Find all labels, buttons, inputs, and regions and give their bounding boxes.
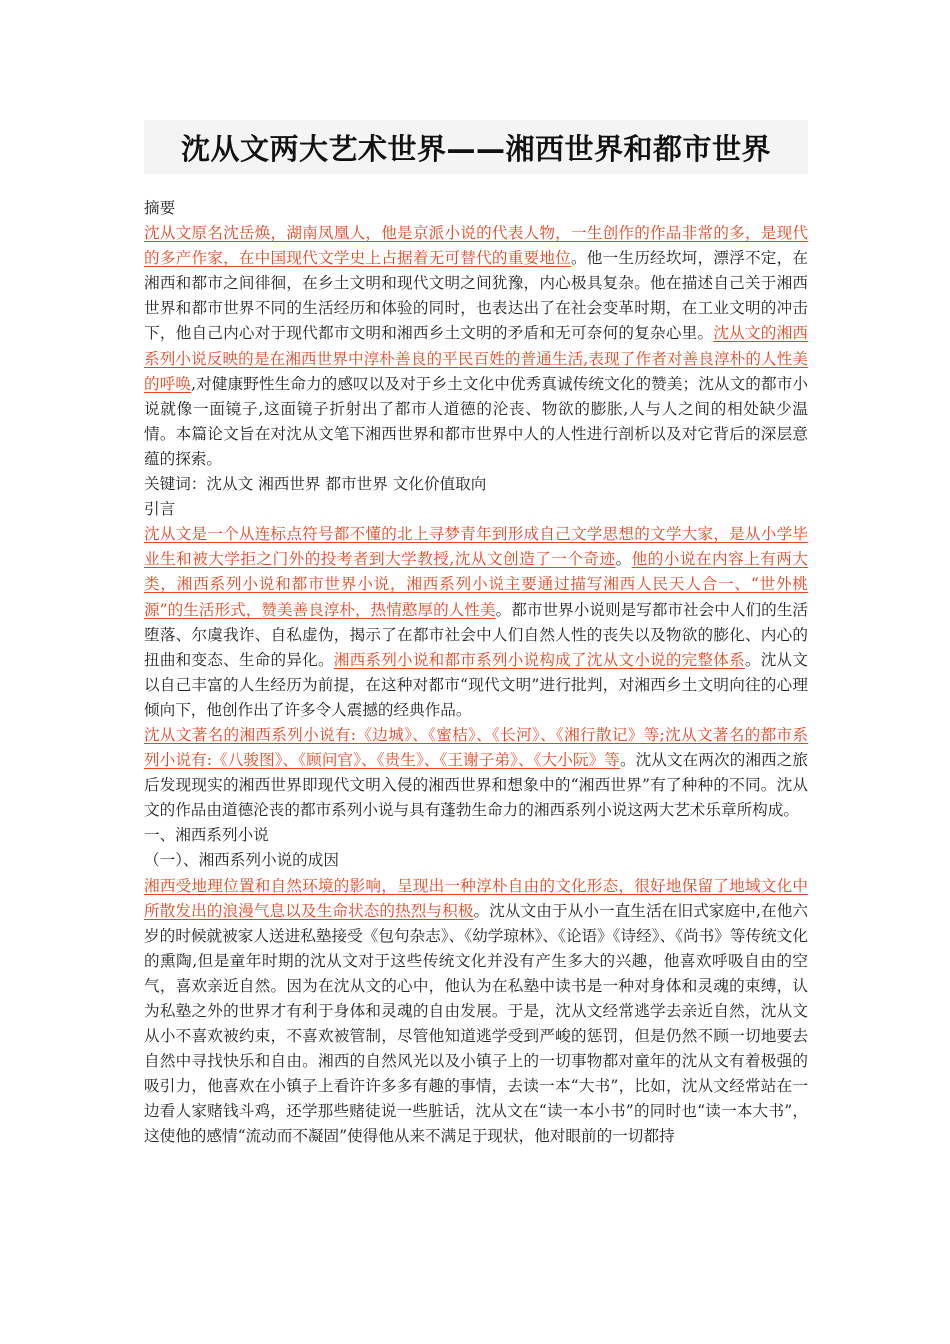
works-text-1: 。沈从文在两次的湘西之旅后发现现实的湘西世界即现代文明入侵的湘西世界和想象中的“湘西世界”有了种种的不同。沈从文的作品由道德沦丧的都市系列小说与具有蓬勃生命力的湘西系列小说这两大艺术乐章所构成。 [144,751,808,820]
abstract-paragraph [144,221,808,472]
document-title: 沈从文两大艺术世界——湘西世界和都市世界 [180,131,771,166]
document-body [144,196,808,1150]
section-paragraph [144,874,808,1150]
abstract-highlight-2: 沈从文的湘西系列小说反映的是在湘西世界中淳朴善良的平民百姓的普通生活,表现了作者对善良淳朴的人性美的呼唤 [144,324,808,393]
document-page [144,120,808,1150]
abstract-text-1: 。他一生历经坎坷，漂浮不定，在湘西和都市之间徘徊，在乡土文明和现代文明之间犹豫，内心极具复杂。他在描述自己关于湘西世界和都市世界不同的生活经历和体验的同时，也表达出了在社会变革时期，在工业文明的冲击下，他自己内心对于现代都市文明和湘西乡土文明的矛盾和无可奈何的复杂心里。 [144,249,808,343]
section-heading: 一、湘西系列小说 [144,826,269,845]
intro-heading: 引言 [144,500,176,519]
subsection-heading: （一）、湘西系列小说的成因 [144,851,339,870]
abstract-heading: 摘要 [144,199,176,217]
intro-highlight-2: 他的小说在内容上有两大类，湘西系列小说和都市世界小说，湘西系列小说主要通过描写湘西人民天人合一、“世外桃源”的生活形式，赞美善良淳朴，热情憨厚的人性美 [144,550,808,619]
intro-text-1: 。 [615,550,632,569]
intro-text-3: 。沈从文以自己丰富的人生经历为前提，在这种对都市“现代文明”进行批判，对湘西乡土文明向往的心理倾向下，他创作出了许多令人震撼的经典作品。 [144,650,808,719]
abstract-highlight-1: 沈从文原名沈岳焕，湖南凤凰人，他是京派小说的代表人物，一生创作的作品非常的多，是现代的多产作家，在中国现代文学史上占据着无可替代的重要地位 [144,224,808,268]
keywords-line: 关键词：沈从文 湘西世界 都市世界 文化价值取向 [144,475,487,494]
intro-paragraph [144,522,808,723]
title-bar [144,120,808,174]
abstract-text-2: ,对健康野性生命力的感叹以及对于乡土文化中优秀真诚传统文化的赞美；沈从文的都市小说就像一面镜子,这面镜子折射出了都市人道德的沦丧、物欲的膨胀,人与人之间的相处缺少温情。本篇论文旨在对沈从文笔下湘西世界和都市世界中人的人性进行剖析以及对它背后的深层意蕴的探索。 [144,374,808,468]
works-highlight-1: 沈从文著名的湘西系列小说有:《边城》、《蜜桔》、《长河》、《湘行散记》等;沈从文著名的都市系列小说有:《八骏图》、《顾问官》、《贵生》、《王谢子弟》、《大小阮》等 [144,725,808,770]
intro-highlight-3: 湘西系列小说和都市系列小说构成了沈从文小说的完整体系 [333,650,745,669]
intro-highlight-1: 沈从文是一个从连标点符号都不懂的北上寻梦青年到形成自己文学思想的文学大家，是从小学毕业生和被大学拒之门外的投考者到大学教授,沈从文创造了一个奇迹 [144,525,808,569]
works-paragraph [144,723,808,823]
section-text-1: 。沈从文由于从小一直生活在旧式家庭中,在他六岁的时候就被家人送进私塾接受《包句杂志》、《幼学琼林》、《论语》《诗经》、《尚书》等传统文化的熏陶,但是童年时期的沈从文对于这些传统文化并没有产生多大的兴趣，他喜欢呼吸自由的空气，喜欢亲近自然。因为在沈从文的心中，他认为在私塾中读书是一种对身体和灵魂的束缚，认为私塾之外的世界才有利于身体和灵魂的自由发展。于是，沈从文经常逃学去亲近自然，沈从文从小不喜欢被约束，不喜欢被管制，尽管他知道逃学受到严峻的惩罚，但是仍然不顾一切地要去自然中寻找快乐和自由。湘西的自然风光以及小镇子上的一切事物都对童年的沈从文有着极强的吸引力，他喜欢在小镇子上看许许多多有趣的事情，去读一本“大书”，比如，沈从文经常站在一边看人家赌钱斗鸡，还学那些赌徒说一些脏话，沈从文在“读一本小书”的同时也“读一本大书”，这使他的感情“流动而不凝固”使得他从来不满足于现状，他对眼前的一切都持 [144,901,808,1146]
section-highlight-1: 湘西受地理位置和自然环境的影响，呈现出一种淳朴自由的文化形态，很好地保留了地域文化中所散发出的浪漫气息以及生命状态的热烈与积极 [144,876,808,920]
intro-text-2: 。都市世界小说则是写都市社会中人们的生活堕落、尔虞我诈、自私虚伪，揭示了在都市社会中人们自然人性的丧失以及物欲的膨化、内心的扭曲和变态、生命的异化。 [144,600,808,669]
